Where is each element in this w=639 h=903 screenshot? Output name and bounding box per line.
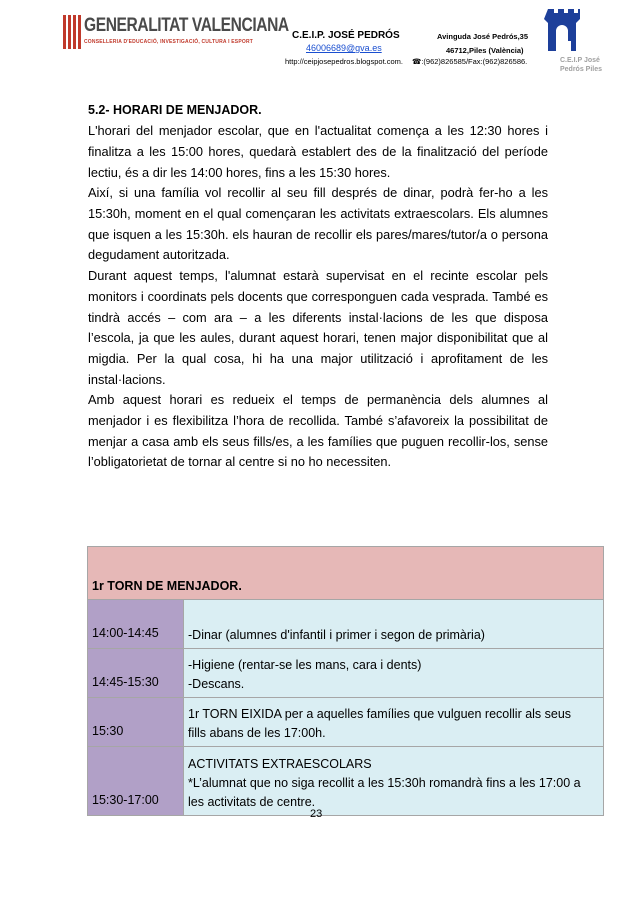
paragraph-1: L'horari del menjador escolar, que en l'actualitat comença a les 12:30 hores i finalitza a les 15:00 hores, quedarà establert des de la finalització del període lectiu, és a dir les 14:00 hores, fins a les 15:30 hores. [88, 123, 548, 180]
table-row [88, 747, 604, 816]
description-cell [184, 747, 604, 816]
schedule-title: 1r TORN DE MENJADOR. [88, 547, 604, 600]
table-row [88, 698, 604, 747]
coat-of-arms-icon [62, 13, 82, 51]
school-address: Avinguda José Pedrós,35 [437, 32, 529, 41]
time-cell: 14:00-14:45 [88, 600, 184, 649]
table-header-row [88, 547, 604, 600]
description-cell [184, 649, 604, 698]
time-cell: 15:30-17:00 [88, 747, 184, 816]
tower-label: C.E.I.P José Pedrós Piles [560, 57, 603, 73]
time-cell: 14:45-15:30 [88, 649, 184, 698]
section-title: 5.2- HORARI DE MENJADOR. [88, 103, 262, 117]
description-line: -Dinar (alumnes d'infantil i primer i segon de primària) [188, 628, 485, 642]
logo-name: GENERALITAT VALENCIANA [84, 15, 289, 36]
paragraph-4: Amb aquest horari es redueix el temps de permanència dels alumnes al menjador i es flexibilitza l’hora de recollida. També s’afavoreix la possibilitat de menjar a casa amb els seus fills/es, a les famílies que puguen recollir-los, sense l’obligatorietat de tornar al centre si no ho necessiten. [88, 392, 548, 470]
paragraph-2: Així, si una família vol recollir al seu fill després de dinar, podrà fer-ho a les 15:30h, moment en el qual començaran les activitats extraescolars. Els alumnes que isquen a les 15:30h. els hauran de recollir els pares/mares/tutor/a o persona degudament autoritzada. [88, 185, 548, 263]
description-cell [184, 600, 604, 649]
school-phone: ☎:(962)826585/Fax:(962)826586. [412, 57, 528, 66]
description-line: -Descans. [188, 677, 245, 691]
table-row [88, 600, 604, 649]
description-line: les activitats de centre. [188, 795, 316, 809]
description-line: -Higiene (rentar-se les mans, cara i dents) [188, 658, 422, 672]
generalitat-logo [62, 13, 289, 51]
school-email-link[interactable]: 46006689@gva.es [306, 43, 382, 53]
description-line: 1r TORN EIXIDA per a aquelles famílies que vulguen recollir als seus [188, 707, 572, 721]
paragraph-3: Durant aquest temps, l'alumnat estarà supervisat en el recinte escolar pels monitors i coordinats pels docents que corresponguen cada vesprada. També es tindrà accés – com ara – a les diferents instal·lacions de les que disposa l’escola, ja que les aules, durant aquest horari, tenen major disponibilitat que al migdia. Per la qual cosa, hi ha una major utilització i aprofitament de les instal·lacions. [88, 268, 548, 387]
school-city: 46712,Piles (València) [446, 46, 524, 55]
description-line: ACTIVITATS EXTRAESCOLARS [188, 757, 372, 771]
table-row [88, 649, 604, 698]
schedule-table [87, 546, 604, 816]
time-cell: 15:30 [88, 698, 184, 747]
page-number: 23 [310, 808, 323, 820]
logo-subtitle: CONSELLERIA D'EDUCACIÓ, INVESTIGACIÓ, CULTURA I ESPORT [84, 39, 254, 45]
school-name: C.E.I.P. JOSÉ PEDRÓS [292, 30, 400, 41]
school-website-link[interactable]: http://ceipjosepedros.blogspot.com. [285, 57, 403, 66]
description-cell [184, 698, 604, 747]
description-line: fills abans de les 17:00h. [188, 726, 326, 740]
description-line: *L’alumnat que no siga recollit a les 15:30h romandrà fins a les 17:00 a [188, 776, 581, 790]
school-tower-logo-icon [544, 5, 584, 57]
